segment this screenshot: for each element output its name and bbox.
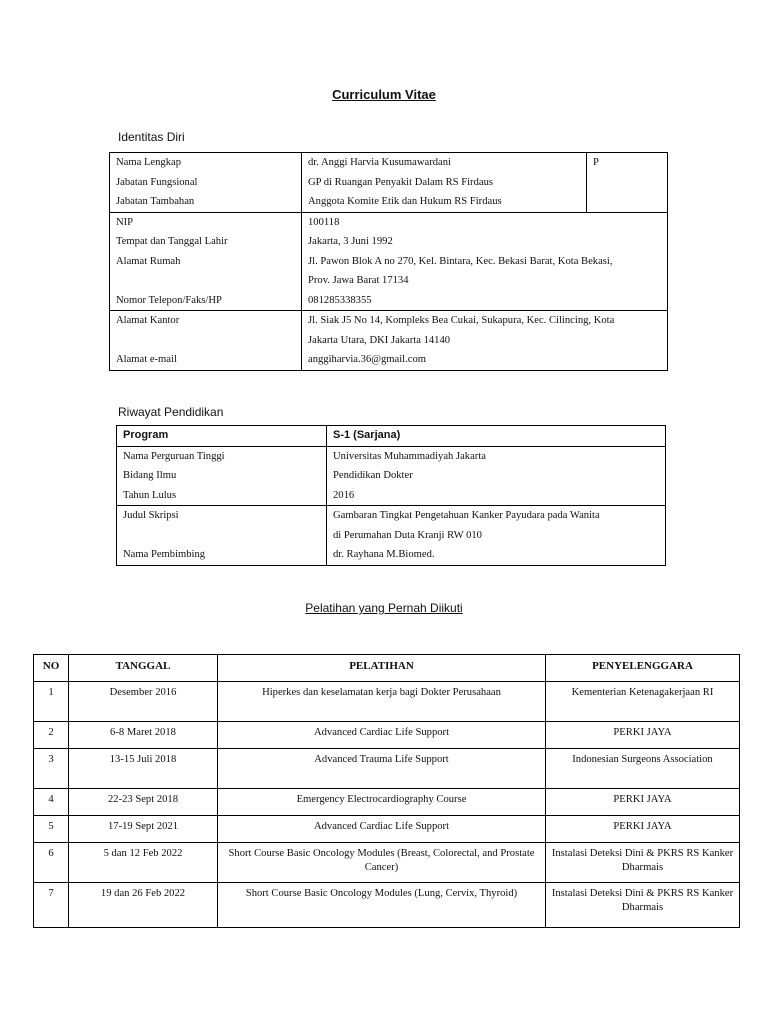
cell-tanggal: 5 dan 12 Feb 2022 xyxy=(69,843,218,883)
identitas-table xyxy=(109,152,668,371)
field-label: Bidang Ilmu xyxy=(117,466,327,486)
field-label: Alamat e-mail xyxy=(110,350,302,370)
identitas-heading: Identitas Diri xyxy=(118,130,185,144)
extra-cell xyxy=(587,173,668,193)
field-label: Program xyxy=(117,426,327,447)
field-value: Jakarta Utara, DKI Jakarta 14140 xyxy=(302,331,668,351)
cell-no: 4 xyxy=(34,789,69,816)
field-value: Jl. Siak J5 No 14, Kompleks Bea Cukai, Sukapura, Kec. Cilincing, Kota xyxy=(302,311,668,331)
table-row xyxy=(34,789,740,816)
cell-penyelenggara: Indonesian Surgeons Association xyxy=(546,749,740,789)
identitas-row xyxy=(110,232,668,252)
cell-tanggal: 19 dan 26 Feb 2022 xyxy=(69,883,218,928)
identitas-row xyxy=(110,153,668,173)
pelatihan-header-row xyxy=(34,655,740,682)
field-label xyxy=(117,526,327,546)
field-value: 081285338355 xyxy=(302,291,668,311)
table-row xyxy=(34,749,740,789)
field-label: Nama Lengkap xyxy=(110,153,302,173)
field-value: dr. Rayhana M.Biomed. xyxy=(327,545,666,565)
table-row xyxy=(34,883,740,928)
col-header-tanggal: TANGGAL xyxy=(69,655,218,682)
cell-pelatihan: Advanced Trauma Life Support xyxy=(218,749,546,789)
field-label: Tempat dan Tanggal Lahir xyxy=(110,232,302,252)
field-value: S-1 (Sarjana) xyxy=(327,426,666,447)
cell-penyelenggara: Instalasi Deteksi Dini & PKRS RS Kanker Dharmais xyxy=(546,843,740,883)
field-label: Judul Skripsi xyxy=(117,506,327,526)
pendidikan-row xyxy=(117,506,666,526)
table-row xyxy=(34,682,740,722)
cell-no: 1 xyxy=(34,682,69,722)
col-header-penyelenggara: PENYELENGGARA xyxy=(546,655,740,682)
cell-penyelenggara: Kementerian Ketenagakerjaan RI xyxy=(546,682,740,722)
identitas-row xyxy=(110,271,668,291)
identitas-row xyxy=(110,192,668,212)
document-title: Curriculum Vitae xyxy=(332,87,436,102)
cell-no: 5 xyxy=(34,816,69,843)
field-value: Gambaran Tingkat Pengetahuan Kanker Payudara pada Wanita xyxy=(327,506,666,526)
pendidikan-row xyxy=(117,526,666,546)
identitas-row xyxy=(110,331,668,351)
identitas-row xyxy=(110,291,668,311)
field-label xyxy=(110,271,302,291)
cell-pelatihan: Short Course Basic Oncology Modules (Lung, Cervix, Thyroid) xyxy=(218,883,546,928)
field-value: Prov. Jawa Barat 17134 xyxy=(302,271,668,291)
field-value: 100118 xyxy=(302,212,668,232)
cell-tanggal: 13-15 Juli 2018 xyxy=(69,749,218,789)
cell-tanggal: 22-23 Sept 2018 xyxy=(69,789,218,816)
identitas-row xyxy=(110,311,668,331)
cell-no: 3 xyxy=(34,749,69,789)
cell-tanggal: Desember 2016 xyxy=(69,682,218,722)
field-value: Universitas Muhammadiyah Jakarta xyxy=(327,446,666,466)
identitas-row xyxy=(110,252,668,272)
pelatihan-table xyxy=(33,654,740,928)
cell-tanggal: 17-19 Sept 2021 xyxy=(69,816,218,843)
field-label: NIP xyxy=(110,212,302,232)
cell-pelatihan: Advanced Cardiac Life Support xyxy=(218,816,546,843)
pendidikan-row xyxy=(117,486,666,506)
cell-penyelenggara: PERKI JAYA xyxy=(546,722,740,749)
extra-cell: P xyxy=(587,153,668,173)
cell-pelatihan: Short Course Basic Oncology Modules (Breast, Colorectal, and Prostate Cancer) xyxy=(218,843,546,883)
cell-tanggal: 6-8 Maret 2018 xyxy=(69,722,218,749)
field-value: Anggota Komite Etik dan Hukum RS Firdaus xyxy=(302,192,587,212)
extra-cell xyxy=(587,192,668,212)
field-label: Alamat Kantor xyxy=(110,311,302,331)
field-value: anggiharvia.36@gmail.com xyxy=(302,350,668,370)
pendidikan-row xyxy=(117,466,666,486)
cell-no: 6 xyxy=(34,843,69,883)
field-value: Jl. Pawon Blok A no 270, Kel. Bintara, Kec. Bekasi Barat, Kota Bekasi, xyxy=(302,252,668,272)
identitas-row xyxy=(110,212,668,232)
identitas-row xyxy=(110,350,668,370)
identitas-row xyxy=(110,173,668,193)
field-label: Jabatan Fungsional xyxy=(110,173,302,193)
field-label: Nomor Telepon/Faks/HP xyxy=(110,291,302,311)
pendidikan-header-row xyxy=(117,426,666,447)
pelatihan-heading: Pelatihan yang Pernah Diikuti xyxy=(305,601,463,615)
table-row xyxy=(34,843,740,883)
field-label xyxy=(110,331,302,351)
cell-pelatihan: Hiperkes dan keselamatan kerja bagi Dokter Perusahaan xyxy=(218,682,546,722)
pendidikan-row xyxy=(117,545,666,565)
field-label: Nama Perguruan Tinggi xyxy=(117,446,327,466)
field-label: Tahun Lulus xyxy=(117,486,327,506)
field-value: GP di Ruangan Penyakit Dalam RS Firdaus xyxy=(302,173,587,193)
pendidikan-row xyxy=(117,446,666,466)
cell-pelatihan: Emergency Electrocardiography Course xyxy=(218,789,546,816)
field-label: Alamat Rumah xyxy=(110,252,302,272)
field-label: Jabatan Tambahan xyxy=(110,192,302,212)
cell-penyelenggara: PERKI JAYA xyxy=(546,816,740,843)
field-label: Nama Pembimbing xyxy=(117,545,327,565)
pendidikan-table xyxy=(116,425,666,566)
col-header-no: NO xyxy=(34,655,69,682)
cell-pelatihan: Advanced Cardiac Life Support xyxy=(218,722,546,749)
field-value: Jakarta, 3 Juni 1992 xyxy=(302,232,668,252)
cell-no: 2 xyxy=(34,722,69,749)
field-value: dr. Anggi Harvia Kusumawardani xyxy=(302,153,587,173)
cell-no: 7 xyxy=(34,883,69,928)
field-value: di Perumahan Duta Kranji RW 010 xyxy=(327,526,666,546)
table-row xyxy=(34,816,740,843)
cell-penyelenggara: Instalasi Deteksi Dini & PKRS RS Kanker Dharmais xyxy=(546,883,740,928)
cell-penyelenggara: PERKI JAYA xyxy=(546,789,740,816)
table-row xyxy=(34,722,740,749)
field-value: Pendidikan Dokter xyxy=(327,466,666,486)
col-header-pelatihan: PELATIHAN xyxy=(218,655,546,682)
pendidikan-heading: Riwayat Pendidikan xyxy=(118,405,224,419)
field-value: 2016 xyxy=(327,486,666,506)
